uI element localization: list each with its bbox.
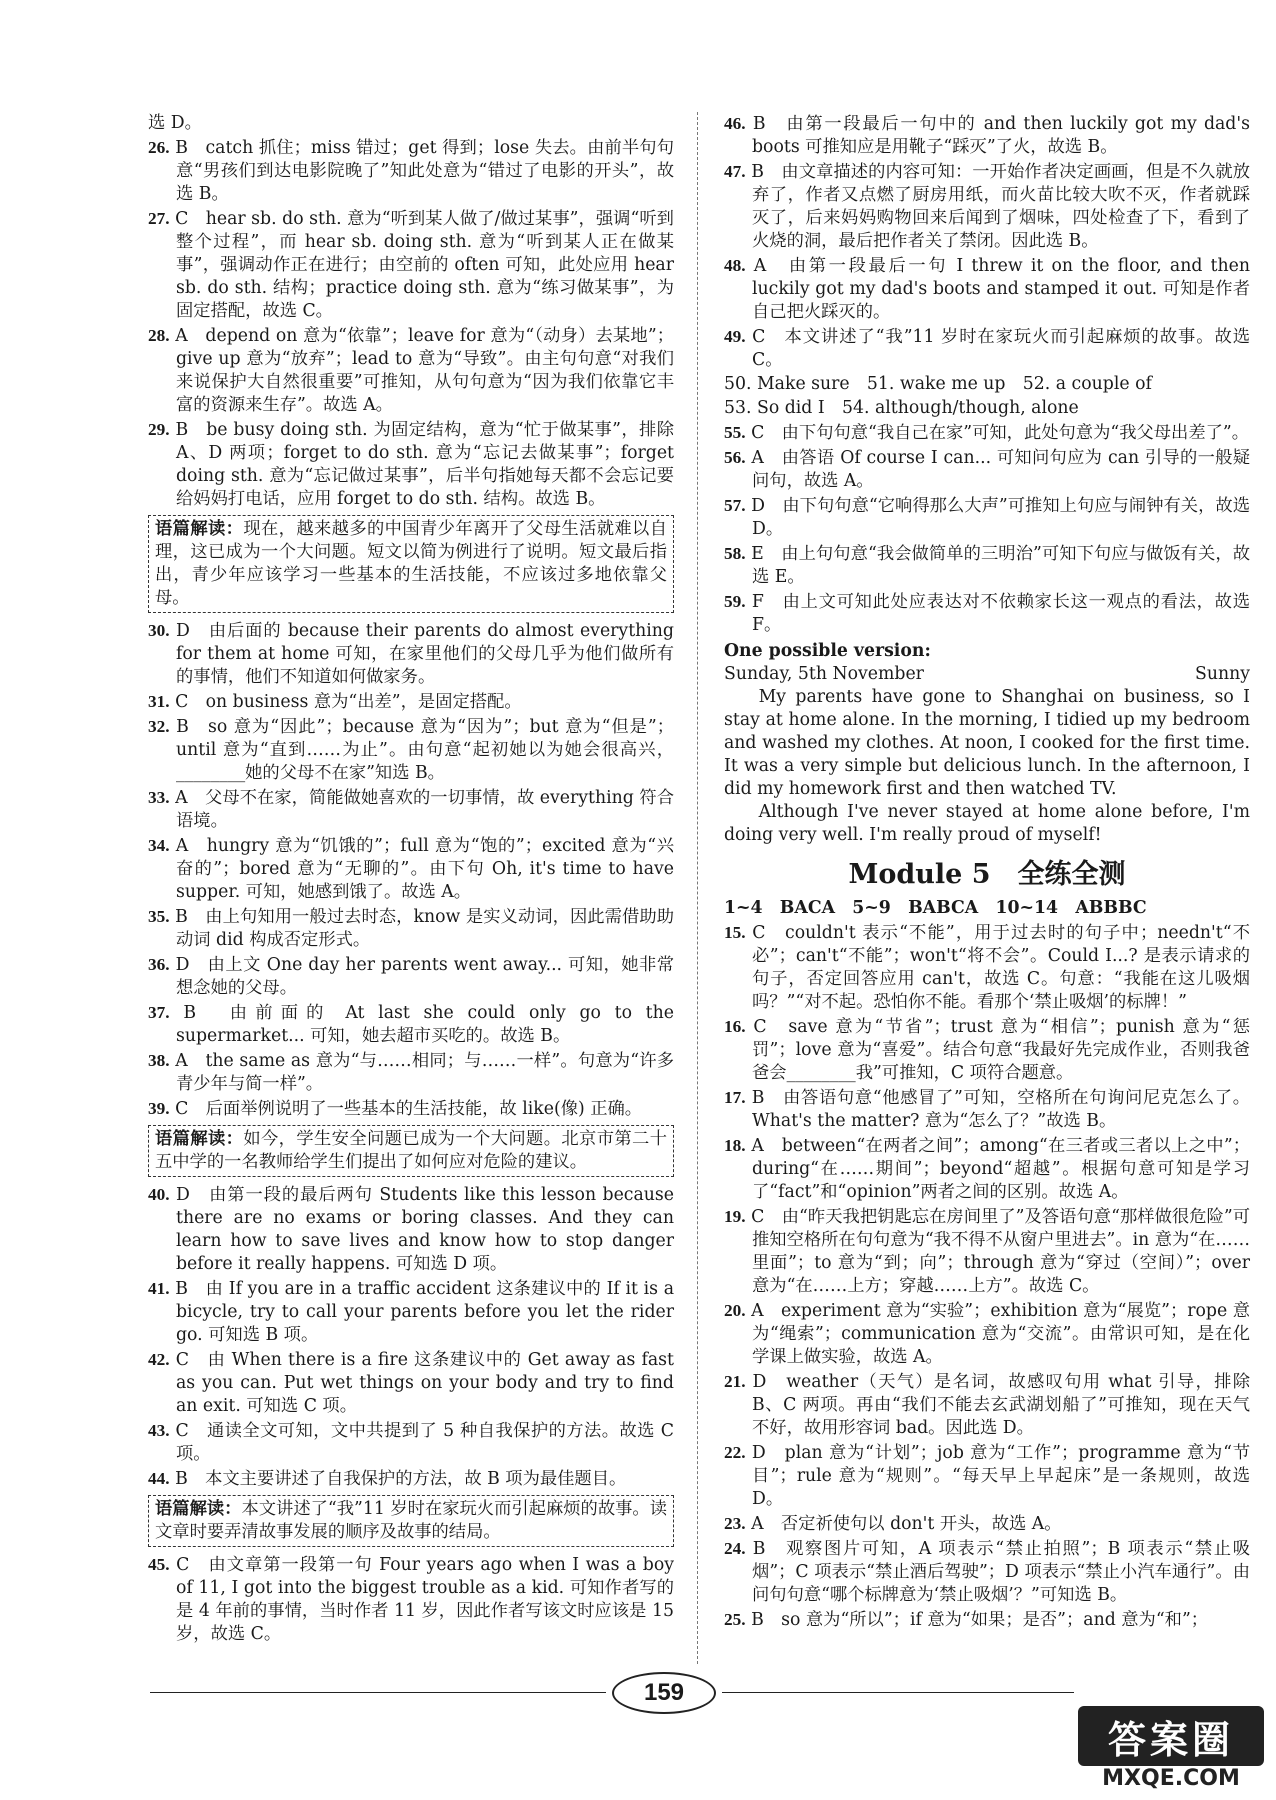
question-number: 30.	[148, 621, 170, 640]
answer-letter: B	[175, 907, 188, 927]
essay-paragraph: Although I've never stayed at home alone before, I'm doing very well. I'm really proud of myself!	[724, 802, 1250, 845]
question-number: 56.	[724, 448, 746, 467]
explanation-text: 由后面的 because their parents do almost everything for them at home 可知，在家里他们的父母几乎为他们做所有的事情，他们不知道如何做家务。	[176, 621, 674, 687]
explanation-text: 本文主要讲述了自我保护的方法，故 B 项为最佳题目。	[205, 1469, 627, 1489]
answer-letter: D	[175, 955, 190, 975]
watermark-logo	[1078, 1706, 1268, 1796]
explanation-text: catch 抓住；miss 错过；get 得到；lose 失去。由前半句句意“男孩们到达电影院晚了”知此处意为“错过了电影的开头”，故选 B。	[176, 138, 674, 204]
answer-letter: C	[751, 423, 765, 443]
explanation-text: save 意为“节省”；trust 意为“相信”；punish 意为“惩罚”；love 意为“喜爱”。结合句意“我最好先完成作业，否则我爸爸会________我”可推知，C 项符合题意。	[752, 1017, 1250, 1083]
answer-item	[148, 619, 674, 689]
answer-letter: D	[175, 621, 190, 641]
question-number: 23.	[724, 1514, 746, 1533]
answer-item	[724, 446, 1250, 493]
answer-letter: B	[752, 114, 766, 134]
explanation-text: 由第一段的最后两句 Students like this lesson because there are no exams or boring classes. And they can learn how to save lives and know how to stop danger before it really happens. 可知选 D 项。	[176, 1185, 674, 1274]
explanation-text: 由前面的 At last she could only go to the supermarket... 可知，她去超市买吃的。故选 B。	[176, 1003, 674, 1046]
explanation-text: so 意为“因此”；because 意为“因为”；but 意为“但是”；until 意为“直到……为止”。由句意“起初她以为她会很高兴，________她的父母不在家”知选 B。	[176, 717, 674, 783]
explanation-text: 观察图片可知，A 项表示“禁止拍照”；B 项表示“禁止吸烟”；C 项表示“禁止酒后驾驶”；D 项表示“禁止小汽车通行”。由问句句意“哪个标牌意为‘禁止吸烟’？”可知选 B。	[752, 1539, 1251, 1605]
answer-item	[148, 905, 674, 952]
answer-item	[724, 542, 1250, 589]
question-number: 25.	[724, 1610, 746, 1629]
question-number: 39.	[148, 1099, 170, 1118]
passage-interpretation-box	[148, 515, 674, 613]
explanation-text: 父母不在家，简能做她喜欢的一切事情，故 everything 符合语境。	[176, 788, 674, 831]
essay-dateline	[724, 663, 1250, 686]
explanation-text: 由上句知用一般过去时态，know 是实义动词，因此需借助助动词 did 构成否定形式。	[176, 907, 674, 950]
passage-interpretation-box	[148, 1495, 674, 1547]
module-title: Module 5 全练全测	[848, 859, 1126, 890]
question-number: 31.	[148, 692, 170, 711]
question-number: 33.	[148, 788, 170, 807]
watermark-text: 答案圈	[1078, 1706, 1264, 1766]
question-number: 44.	[148, 1469, 170, 1488]
page-number-badge	[612, 1672, 716, 1714]
answer-letter: B	[183, 1003, 197, 1023]
explanation-text: between“在两者之间”；among“在三者或三者以上之中”；during“在……期间”；beyond“超越”。根据句意可知是学习了“fact”和“opinion”两者之间的区别。故选 A。	[752, 1136, 1250, 1202]
note-label: 语篇解读：	[155, 1499, 242, 1519]
answer-letter: B	[175, 1469, 188, 1489]
question-number: 34.	[148, 836, 170, 855]
answer-letter: A	[175, 788, 188, 808]
question-number: 42.	[148, 1350, 170, 1369]
answer-item	[724, 254, 1250, 324]
question-number: 29.	[148, 420, 170, 439]
left-column	[148, 112, 674, 1647]
answer-letter: B	[175, 138, 188, 158]
explanation-text: on business 意为“出差”，是固定搭配。	[205, 692, 522, 712]
question-number: 26.	[148, 138, 170, 157]
answer-letter: C	[175, 1350, 189, 1370]
note-text: 如今，学生安全问题已成为一个大问题。北京市第二十五中学的一名教师给学生们提出了如何应对危险的建议。	[155, 1129, 667, 1172]
explanation-text: 由上文可知此处应表达对不依赖家长这一观点的看法，故选 F。	[752, 592, 1250, 635]
answer-item	[724, 590, 1250, 637]
column-divider	[697, 112, 698, 1664]
answer-item	[724, 1205, 1250, 1298]
answer-letter: F	[751, 592, 764, 612]
answer-letter: A	[751, 448, 764, 468]
answer-letter: D	[176, 1185, 190, 1205]
question-number: 58.	[724, 544, 746, 563]
passage-interpretation-box	[148, 1125, 674, 1177]
question-number: 38.	[148, 1051, 170, 1070]
watermark-url: MXQE.COM	[1102, 1766, 1240, 1791]
answer-letter: D	[751, 1443, 766, 1463]
explanation-text: so 意为“所以”；if 意为“如果；是否”；and 意为“和”；	[781, 1610, 1209, 1630]
question-number: 41.	[148, 1279, 170, 1298]
explanation-text: hungry 意为“饥饿的”；full 意为“饱的”；excited 意为“兴奋的”；bored 意为“无聊的”。由下句 Oh, it's time to have supper. 可知，她感到饿了。故选 A。	[176, 836, 675, 902]
explanation-text: be busy doing sth. 为固定结构，意为“忙于做某事”，排除 A、D 两项；forget to do sth. 意为“忘记去做某事”；forget doing sth. 意为“忘记做过某事”，后半句指她每天都不会忘记要给妈妈打电话，应用 forget to do sth. 结构。故选 B。	[176, 420, 674, 509]
question-number: 36.	[148, 955, 170, 974]
question-number: 20.	[724, 1301, 746, 1320]
question-number: 17.	[724, 1088, 746, 1107]
answer-item	[148, 1419, 674, 1466]
answer-item	[724, 1537, 1250, 1607]
answer-item	[724, 160, 1250, 253]
answer-letter: A	[175, 1051, 188, 1071]
explanation-text: couldn't 表示“不能”，用于过去时的句子中；needn't“不必”；can't“不能”；won't“将不会”。Could I...? 是表示请求的句子，否定回答应用 can't，故选 C。句意：“我能在这儿吸烟吗？”“对不起。恐怕你不能。看那个‘禁止吸烟’的标牌！”	[752, 923, 1250, 1012]
question-number: 45.	[148, 1555, 170, 1574]
explanation-text: 由“昨天我把钥匙忘在房间里了”及答语句意“那样做很危险”可推知空格所在句句意为“我不得不从窗户里进去”。in 意为“在……里面”；to 意为“到；向”；through 意为“穿过（空间）”；over 意为“在……上方；穿越……上方”。故选 C。	[752, 1207, 1250, 1296]
question-number: 19.	[724, 1207, 746, 1226]
module-answers-line: 1~4 BACA 5~9 BABCA 10~14 ABBBC	[724, 898, 1147, 918]
answer-item	[148, 786, 674, 833]
answer-item	[724, 1608, 1250, 1632]
answer-item	[148, 834, 674, 904]
answer-letter: B	[175, 1279, 188, 1299]
answer-letter: A	[175, 326, 188, 346]
question-number: 24.	[724, 1539, 746, 1558]
essay-heading: One possible version:	[724, 641, 931, 661]
answer-item	[724, 494, 1250, 541]
explanation-text: experiment 意为“实验”；exhibition 意为“展览”；rope 意为“绳索”；communication 意为“交流”。由常识可知，是在化学课上做实验，故选 A。	[752, 1301, 1250, 1367]
explanation-text: 由 When there is a fire 这条建议中的 Get away as fast as you can. Put wet things on your body and try to find an exit. 可知选 C 项。	[176, 1350, 674, 1416]
answer-item	[148, 418, 674, 511]
explanation-text: hear sb. do sth. 意为“听到某人做了/做过某事”，强调“听到整个过程”，而 hear sb. doing sth. 意为“听到某人正在做某事”，强调动作正在进行；由空前的 often 可知，此处应用 hear sb. do sth. 结构；practice doing sth. 意为“练习做某事”，为固定搭配，故选 C。	[176, 209, 674, 321]
answer-letter: C	[751, 1207, 765, 1227]
question-number: 15.	[724, 923, 746, 942]
answer-item	[724, 1299, 1250, 1369]
explanation-text: 由上文 One day her parents went away... 可知，她非常想念她的父母。	[176, 955, 674, 998]
explanation-text: 由文章描述的内容可知：一开始作者决定画画，但是不久就放弃了，作者又点燃了厨房用纸，而火苗比较大吹不灭，作者就踩灭了，后来妈妈购物回来后闻到了烟味，四处检查了下，看到了火烧的洞，最后把作者关了禁闭。因此选 B。	[752, 162, 1250, 251]
question-number: 22.	[724, 1443, 746, 1462]
note-label: 语篇解读：	[155, 519, 244, 539]
answer-item	[148, 1183, 674, 1276]
question-number: 40.	[148, 1185, 170, 1204]
explanation-text: 由文章第一段第一句 Four years ago when I was a boy of 11, I got into the biggest trouble as a kid. 可知作者写的是 4 年前的事情，当时作者 11 岁，因此作者写该文时应该是 15 岁，故选 C。	[176, 1555, 674, 1644]
right-column	[724, 112, 1250, 1633]
explanation-text: the same as 意为“与……相同；与……一样”。句意为“许多青少年与简一样”。	[176, 1051, 674, 1094]
answer-item	[724, 921, 1250, 1014]
note-text: 现在，越来越多的中国青少年离开了父母生活就难以自理，这已成为一个大问题。短文以简为例进行了说明。短文最后指出，青少年应该学习一些基本的生活技能，不应该过多地依靠父母。	[155, 519, 667, 608]
answer-letter: C	[752, 327, 766, 347]
answer-item	[724, 1441, 1250, 1511]
explanation-text: 由答语句意“他感冒了”可知，空格所在句询问尼克怎么了。What's the matter? 意为“怎么了？”故选 B。	[752, 1088, 1250, 1131]
explanation-text: 由答语 Of course I can... 可知问句应为 can 引导的一般疑问句，故选 A。	[752, 448, 1250, 491]
answer-letter: E	[751, 544, 764, 564]
answer-letter: B	[176, 717, 189, 737]
footer-rule-right	[722, 1692, 1074, 1693]
question-number: 55.	[724, 423, 746, 442]
essay-date: Sunday, 5th November	[724, 664, 924, 684]
answer-letter: B	[175, 420, 189, 440]
question-number: 57.	[724, 496, 746, 515]
answer-letter: A	[751, 1301, 764, 1321]
explanation-text: 由下句句意“我自己在家”可知，此处句意为“我父母出差了”。	[781, 423, 1250, 443]
footer-rule-left	[150, 1692, 606, 1693]
answer-item	[148, 1049, 674, 1096]
question-number: 46.	[724, 114, 746, 133]
explanation-text: plan 意为“计划”；job 意为“工作”；programme 意为“节目”；rule 意为“规则”。“每天早上早起床”是一条规则，故选 D。	[752, 1443, 1250, 1509]
answer-letter: C	[175, 692, 189, 712]
note-text: 本文讲述了“我”11 岁时在家玩火而引起麻烦的故事。读文章时要弄清故事发展的顺序及故事的结局。	[155, 1499, 667, 1542]
explanation-text: 否定祈使句以 don't 开头，故选 A。	[780, 1514, 1062, 1534]
answer-letter: B	[752, 1539, 766, 1559]
answer-item	[148, 1001, 674, 1048]
answer-item	[148, 1553, 674, 1646]
answer-item	[724, 1512, 1250, 1536]
question-number: 37.	[148, 1003, 170, 1022]
answer-line: 选 D。	[148, 113, 202, 133]
answer-item	[148, 136, 674, 206]
answer-letter: C	[175, 209, 189, 229]
explanation-text: 由第一段最后一句 I threw it on the floor, and then luckily got my dad's boots and stamped it out. 可知是作者自己把火踩灭的。	[752, 256, 1250, 322]
essay-paragraph: My parents have gone to Shanghai on business, so I stay at home alone. In the morning, I tidied up my bedroom and washed my clothes. At noon, I cooked for the first time. It was a very simple but delicious lunch. In the afternoon, I did my homework first and then watched TV.	[724, 687, 1250, 799]
answer-item	[148, 953, 674, 1000]
question-number: 28.	[148, 326, 170, 345]
answer-letter: A	[753, 256, 767, 276]
answer-line: 53. So did I 54. although/though, alone	[724, 398, 1079, 418]
answer-letter: C	[752, 923, 766, 943]
question-number: 21.	[724, 1372, 746, 1391]
question-number: 16.	[724, 1017, 746, 1036]
answer-item	[724, 112, 1250, 159]
answer-letter: A	[175, 836, 189, 856]
answer-item	[148, 324, 674, 417]
note-label: 语篇解读：	[155, 1129, 244, 1149]
answer-item	[148, 207, 674, 323]
answer-item	[148, 1277, 674, 1347]
answer-item	[724, 1370, 1250, 1440]
answer-line: 50. Make sure 51. wake me up 52. a couple of	[724, 374, 1152, 394]
answer-letter: D	[751, 496, 765, 516]
right-column-top-answers	[724, 112, 1250, 637]
explanation-text: weather（天气）是名词，故感叹句用 what 引导，排除 B、C 两项。再由“我们不能去玄武湖划船了”可推知，现在天气不好，故用形容词 bad。因此选 D。	[752, 1372, 1250, 1438]
answer-letter: C	[175, 1099, 189, 1119]
question-number: 59.	[724, 592, 746, 611]
answer-letter: D	[752, 1372, 767, 1392]
answer-letter: C	[753, 1017, 767, 1037]
answer-letter: A	[751, 1136, 764, 1156]
answer-item	[724, 421, 1250, 445]
explanation-text: 通读全文可知，文中共提到了 5 种自我保护的方法。故选 C 项。	[176, 1421, 675, 1464]
explanation-text: 本文讲述了“我”11 岁时在家玩火而引起麻烦的故事。故选 C。	[752, 327, 1250, 370]
question-number: 49.	[724, 327, 746, 346]
question-number: 35.	[148, 907, 170, 926]
answer-item	[148, 690, 674, 714]
answer-item	[724, 325, 1250, 372]
explanation-text: 由第一段最后一句中的 and then luckily got my dad's boots 可推知应是用靴子“踩灭”了火，故选 B。	[752, 114, 1250, 157]
explanation-text: 由 If you are in a traffic accident 这条建议中的 If it is a bicycle, try to call your parents before you let the rider go. 可知选 B 项。	[176, 1279, 674, 1345]
answer-item	[148, 1467, 674, 1491]
explanation-text: 由上句句意“我会做简单的三明治”可知下句应与做饭有关，故选 E。	[752, 544, 1250, 587]
answer-letter: B	[751, 162, 764, 182]
answer-letter: C	[175, 1421, 189, 1441]
answer-item	[148, 1097, 674, 1121]
essay-weather: Sunny	[1195, 664, 1250, 684]
question-number: 32.	[148, 717, 170, 736]
answer-letter: A	[751, 1514, 764, 1534]
explanation-text: depend on 意为“依靠”；leave for 意为“（动身）去某地”；give up 意为“放弃”；lead to 意为“导致”。由主句句意“对我们来说保护大自然很重要”可推知，从句句意为“因为我们依靠它丰富的资源来生存”。故选 A。	[176, 326, 674, 415]
question-number: 18.	[724, 1136, 746, 1155]
page-number: 159	[612, 1672, 716, 1714]
explanation-text: 由下句句意“它响得那么大声”可推知上句应与闹钟有关，故选 D。	[752, 496, 1251, 539]
answer-item	[724, 1015, 1250, 1085]
right-column-bottom-answers	[724, 921, 1250, 1632]
answer-letter: B	[751, 1610, 764, 1630]
question-number: 27.	[148, 209, 170, 228]
answer-item	[724, 1086, 1250, 1133]
question-number: 47.	[724, 162, 746, 181]
explanation-text: 后面举例说明了一些基本的生活技能，故 like(像) 正确。	[205, 1099, 643, 1119]
question-number: 43.	[148, 1421, 170, 1440]
answer-item	[724, 1134, 1250, 1204]
answer-letter: B	[751, 1088, 765, 1108]
question-number: 48.	[724, 256, 746, 275]
essay-sample	[724, 640, 1250, 847]
answer-item	[148, 1348, 674, 1418]
answer-item	[148, 715, 674, 785]
answer-letter: C	[176, 1555, 190, 1575]
